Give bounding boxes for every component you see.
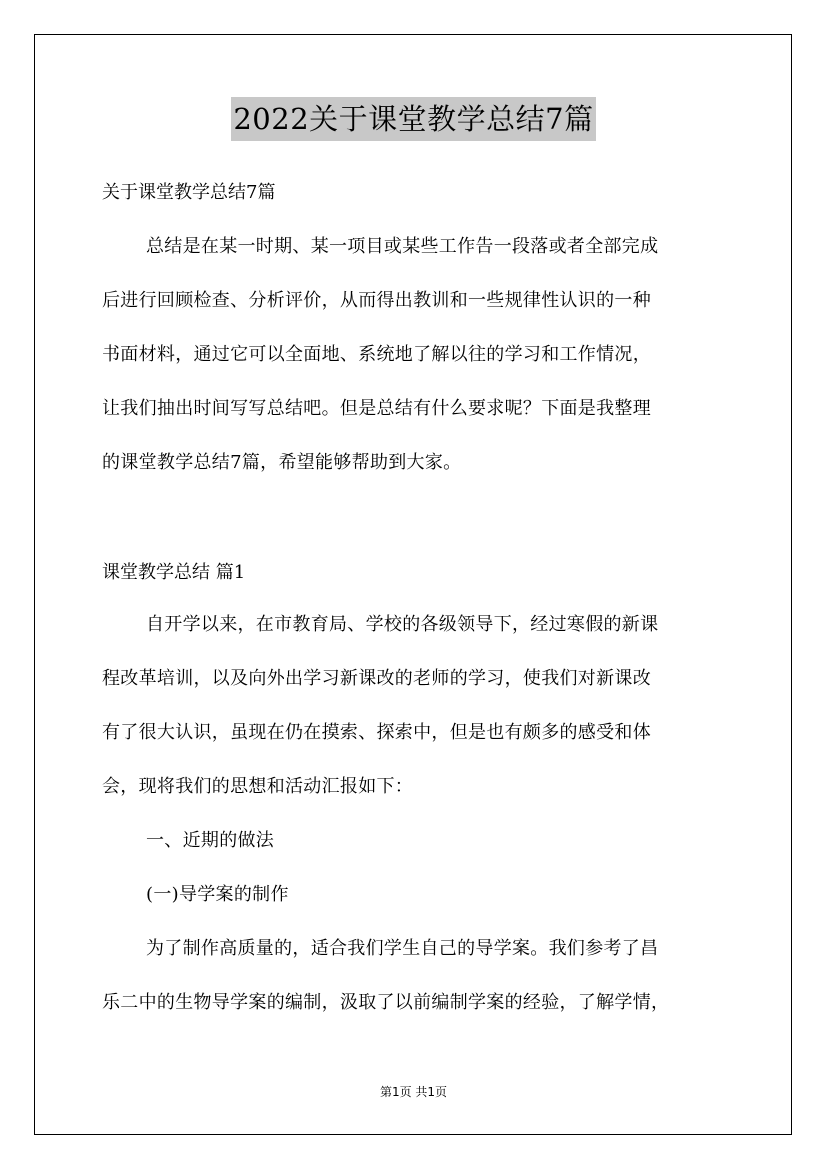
page-footer: 第1页 共1页 [379,1085,448,1099]
intro-line: 的课堂教学总结7篇，希望能够帮助到大家。 [102,452,462,473]
item-near-term-practice: 一、近期的做法 [146,830,275,851]
section1-line: 自开学以来，在市教育局、学校的各级领导下，经过寒假的新课 [146,614,659,635]
title-container [0,97,827,141]
section1-line: 会，现将我们的思想和活动汇报如下： [102,776,414,797]
section1-line: 有了很大认识，虽现在仍在摸索、探索中，但是也有颇多的感受和体 [102,722,651,743]
intro-paragraph [102,220,738,490]
section1-heading: 课堂教学总结 篇1 [102,562,246,583]
guide-case-paragraph [102,922,738,1030]
document-title: 2022关于课堂教学总结7篇 [231,97,595,141]
intro-line: 后进行回顾检查、分析评价，从而得出教训和一些规律性认识的一种 [102,290,651,311]
intro-line: 让我们抽出时间写写总结吧。但是总结有什么要求呢？下面是我整理 [102,398,651,419]
guide-case-line: 为了制作高质量的，适合我们学生自己的导学案。我们参考了昌 [146,938,659,959]
section1-paragraph [102,598,738,814]
section1-line: 程改革培训，以及向外出学习新课改的老师的学习，使我们对新课改 [102,668,651,689]
guide-case-line: 乐二中的生物导学案的编制，汲取了以前编制学案的经验，了解学情， [102,992,670,1013]
intro-line: 书面材料，通过它可以全面地、系统地了解以往的学习和工作情况， [102,344,651,365]
document-subtitle: 关于课堂教学总结7篇 [102,182,276,203]
intro-line: 总结是在某一时期、某一项目或某些工作告一段落或者全部完成 [146,236,659,257]
item-guide-case-making: (一)导学案的制作 [146,884,289,905]
